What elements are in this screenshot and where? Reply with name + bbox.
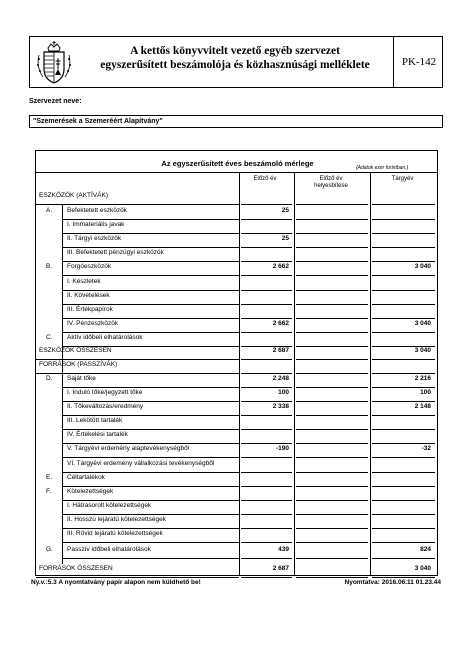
- cell-underline: [241, 415, 292, 416]
- cell-underline: [241, 304, 292, 305]
- row-label: Céltartalékok: [67, 474, 105, 481]
- cell-underline: [241, 359, 292, 360]
- row-divider: [62, 219, 239, 220]
- current-year-value: 2 216: [414, 375, 431, 382]
- cell-underline: [296, 457, 368, 458]
- cell-underline: [372, 577, 435, 578]
- column-header-previous-year: Előző év: [253, 176, 277, 182]
- cell-underline: [296, 247, 368, 248]
- table-title-divider: [36, 172, 437, 173]
- coat-of-arms-icon: [34, 41, 74, 85]
- row-divider: [62, 318, 239, 319]
- current-year-value: 2 148: [414, 403, 431, 410]
- row-letter: A.: [46, 207, 53, 214]
- column-header-adjustment-line2: helyesbítése: [314, 183, 348, 189]
- cell-underline: [296, 429, 368, 430]
- footer-print-date: Nyomtatva: 2016.06.11 01.23.44: [344, 579, 441, 586]
- cell-underline: [372, 514, 435, 515]
- table-row: [36, 445, 437, 457]
- table-row: [36, 530, 437, 542]
- cell-underline: [296, 401, 368, 402]
- row-label: Saját tőke: [67, 375, 96, 382]
- cell-underline: [241, 457, 292, 458]
- table-row: [36, 361, 437, 373]
- table-row: [36, 502, 437, 514]
- row-divider: [62, 290, 239, 291]
- table-row: [36, 417, 437, 429]
- cell-underline: [241, 219, 292, 220]
- table-row: [36, 565, 437, 577]
- row-label: II. Hosszú lejáratú kötelezettségek: [67, 516, 166, 523]
- table-row: [36, 320, 437, 332]
- letter-column-divider: [62, 204, 63, 564]
- previous-year-value: 439: [278, 546, 289, 553]
- cell-underline: [241, 275, 292, 276]
- cell-underline: [296, 486, 368, 487]
- form-title: [82, 44, 388, 72]
- column-header-adjustment: [298, 176, 364, 190]
- row-divider: [62, 486, 239, 487]
- cell-underline: [372, 558, 435, 559]
- row-letter: G.: [46, 546, 53, 553]
- cell-underline: [296, 204, 368, 205]
- cell-underline: [372, 373, 435, 374]
- cell-underline: [241, 318, 292, 319]
- table-row: [36, 516, 437, 528]
- row-label: II. Tárgyi eszközök: [67, 235, 122, 242]
- cell-underline: [296, 233, 368, 234]
- cell-underline: [372, 443, 435, 444]
- row-letter: D.: [46, 375, 53, 382]
- cell-underline: [296, 290, 368, 291]
- row-label: I. Készletek: [67, 278, 101, 285]
- form-title-line1: A kettős könyvvitelt vezető egyéb szervezet: [130, 45, 340, 57]
- cell-underline: [241, 500, 292, 501]
- table-title: Az egyszerűsített éves beszámoló mérlege: [161, 159, 314, 168]
- cell-underline: [241, 429, 292, 430]
- row-letter: E.: [46, 474, 53, 481]
- table-row: [36, 235, 437, 247]
- cell-underline: [296, 304, 368, 305]
- organization-label: Szervezet neve:: [29, 98, 82, 105]
- row-label: III. Rövid lejáratú kötelezettségek: [67, 530, 163, 537]
- row-label: I. Induló tőke/jegyzett tőke: [67, 389, 143, 396]
- row-divider: [62, 401, 239, 402]
- cell-underline: [372, 304, 435, 305]
- table-row: [36, 347, 437, 359]
- row-divider: [62, 472, 239, 473]
- cell-underline: [372, 528, 435, 529]
- row-divider: [36, 359, 239, 360]
- cell-underline: [241, 204, 292, 205]
- table-row: [36, 389, 437, 401]
- cell-underline: [241, 290, 292, 291]
- table-row: [36, 546, 437, 558]
- row-label: Passzív időbeli elhatárolások: [67, 546, 151, 553]
- current-year-value: 824: [420, 546, 431, 553]
- previous-year-value: 2 662: [272, 263, 289, 270]
- row-label: III. Lekötött tartalék: [67, 417, 123, 424]
- cell-underline: [372, 290, 435, 291]
- row-divider: [62, 558, 239, 559]
- cell-underline: [241, 332, 292, 333]
- table-row: [36, 207, 437, 219]
- cell-underline: [296, 472, 368, 473]
- row-divider: [62, 500, 239, 501]
- cell-underline: [372, 219, 435, 220]
- cell-underline: [296, 500, 368, 501]
- table-row: [36, 221, 437, 233]
- cell-underline: [241, 514, 292, 515]
- row-label: III. Értékpapírok: [67, 306, 113, 313]
- row-divider: [62, 247, 239, 248]
- row-divider: [62, 261, 239, 262]
- cell-underline: [241, 577, 292, 578]
- cell-underline: [372, 472, 435, 473]
- cell-underline: [296, 359, 368, 360]
- cell-underline: [372, 415, 435, 416]
- table-row: [36, 249, 437, 261]
- cell-underline: [296, 261, 368, 262]
- row-divider: [62, 528, 239, 529]
- row-label: VI. Tárgyévi erdemény vállalkozási tevékenységből: [67, 460, 215, 467]
- row-divider: [62, 542, 239, 543]
- cell-underline: [241, 247, 292, 248]
- cell-underline: [296, 318, 368, 319]
- table-unit-note: (Adatok ezer forintban.): [356, 165, 409, 171]
- form-code: PK-142: [393, 37, 444, 87]
- column-header-current-year: Tárgyév: [391, 176, 414, 182]
- table-row: [36, 278, 437, 290]
- current-year-value: 3 040: [414, 263, 431, 270]
- column-divider: [370, 172, 371, 576]
- cell-underline: [372, 387, 435, 388]
- previous-year-value: 2 338: [272, 403, 289, 410]
- table-row: [36, 460, 437, 472]
- row-label: Aktív időbeli elhatárolások: [67, 334, 143, 341]
- cell-underline: [372, 318, 435, 319]
- cell-underline: [241, 443, 292, 444]
- previous-year-value: 2 662: [272, 320, 289, 327]
- cell-underline: [241, 387, 292, 388]
- current-year-value: 3 040: [414, 320, 431, 327]
- cell-underline: [241, 472, 292, 473]
- row-divider: [62, 514, 239, 515]
- row-label: V. Tárgyévi erdemény alaptevékenységből: [67, 445, 190, 452]
- cell-underline: [296, 528, 368, 529]
- previous-year-value: 25: [281, 235, 289, 242]
- cell-underline: [372, 204, 435, 205]
- previous-year-value: -190: [275, 445, 289, 452]
- row-label: III. Befektetett pénzügyi eszközök: [67, 249, 164, 256]
- cell-underline: [372, 275, 435, 276]
- current-year-value: 100: [420, 389, 431, 396]
- cell-underline: [296, 542, 368, 543]
- table-row: [36, 306, 437, 318]
- cell-underline: [296, 332, 368, 333]
- row-label: ESZKÖZÖK ÖSSZESEN: [39, 347, 112, 354]
- cell-underline: [296, 219, 368, 220]
- previous-year-value: 100: [278, 389, 289, 396]
- column-divider: [239, 172, 240, 576]
- cell-underline: [241, 233, 292, 234]
- cell-underline: [296, 373, 368, 374]
- current-year-value: -32: [421, 445, 431, 452]
- row-divider: [62, 304, 239, 305]
- cell-underline: [241, 401, 292, 402]
- row-divider: [62, 415, 239, 416]
- table-row: [36, 431, 437, 443]
- table-row: [36, 192, 437, 204]
- previous-year-value: 2 248: [272, 375, 289, 382]
- row-divider: [62, 443, 239, 444]
- cell-underline: [372, 500, 435, 501]
- cell-underline: [296, 443, 368, 444]
- cell-underline: [241, 261, 292, 262]
- row-divider: [62, 429, 239, 430]
- footer-version-note: Ny.v.:5.3 A nyomtatvány papír alapon nem küldhető be!: [31, 579, 201, 586]
- cell-underline: [372, 233, 435, 234]
- cell-underline: [241, 542, 292, 543]
- cell-underline: [296, 387, 368, 388]
- column-divider: [294, 172, 295, 576]
- organization-name-field: "Szemerések a Szemeréért Alapítvány": [29, 115, 443, 128]
- row-letter: F.: [46, 488, 52, 495]
- cell-underline: [372, 486, 435, 487]
- row-divider: [36, 373, 239, 374]
- current-year-value: 3 040: [414, 565, 431, 572]
- table-row: [36, 474, 437, 486]
- row-divider: [36, 577, 239, 578]
- table-row: [36, 263, 437, 275]
- cell-underline: [296, 558, 368, 559]
- cell-underline: [296, 514, 368, 515]
- previous-year-value: 25: [281, 207, 289, 214]
- cell-underline: [372, 542, 435, 543]
- row-label: ESZKÖZÖK (AKTÍVÁK): [39, 192, 108, 199]
- row-label: Forgóeszközök: [67, 263, 112, 270]
- form-header: [29, 36, 443, 88]
- balance-sheet-table: [35, 150, 438, 576]
- current-year-value: 3 040: [414, 347, 431, 354]
- table-row: [36, 334, 437, 346]
- cell-underline: [372, 401, 435, 402]
- row-label: IV. Értékelési tartalék: [67, 431, 128, 438]
- column-header-adjustment-line1: Előző év: [319, 176, 343, 182]
- row-label: FORRÁSOK (PASSZÍVÁK): [39, 361, 118, 368]
- row-divider: [62, 332, 239, 333]
- row-label: I. Hátrasorolt kötelezettségek: [67, 502, 152, 509]
- cell-underline: [372, 457, 435, 458]
- previous-year-value: 2 687: [272, 347, 289, 354]
- cell-underline: [372, 261, 435, 262]
- row-label: Kötelezettségek: [67, 488, 114, 495]
- cell-underline: [241, 558, 292, 559]
- table-row: [36, 488, 437, 500]
- cell-underline: [296, 577, 368, 578]
- row-divider: [62, 233, 239, 234]
- row-label: IV. Pénzeszközök: [67, 320, 119, 327]
- row-label: FORRÁSOK ÖSSZESEN: [39, 565, 113, 572]
- row-divider: [62, 275, 239, 276]
- cell-underline: [296, 275, 368, 276]
- cell-underline: [241, 373, 292, 374]
- cell-underline: [372, 429, 435, 430]
- form-title-line2: egyszerűsített beszámolója és közhasznúsági melléklete: [100, 59, 370, 71]
- cell-underline: [372, 359, 435, 360]
- cell-underline: [241, 528, 292, 529]
- row-label: I. Immateriális javak: [67, 221, 125, 228]
- row-divider: [62, 387, 239, 388]
- cell-underline: [372, 332, 435, 333]
- cell-underline: [241, 486, 292, 487]
- table-row: [36, 375, 437, 387]
- table-row: [36, 292, 437, 304]
- cell-underline: [296, 415, 368, 416]
- row-label: II. Tőkeváltozás/eredmény: [67, 403, 144, 410]
- table-row: [36, 403, 437, 415]
- previous-year-value: 2 687: [272, 565, 289, 572]
- row-letter: C.: [46, 334, 53, 341]
- row-divider: [36, 204, 239, 205]
- row-label: II. Követelések: [67, 292, 110, 299]
- row-label: Befektetett eszközök: [67, 207, 127, 214]
- row-letter: B.: [46, 263, 53, 270]
- row-divider: [62, 457, 239, 458]
- cell-underline: [372, 247, 435, 248]
